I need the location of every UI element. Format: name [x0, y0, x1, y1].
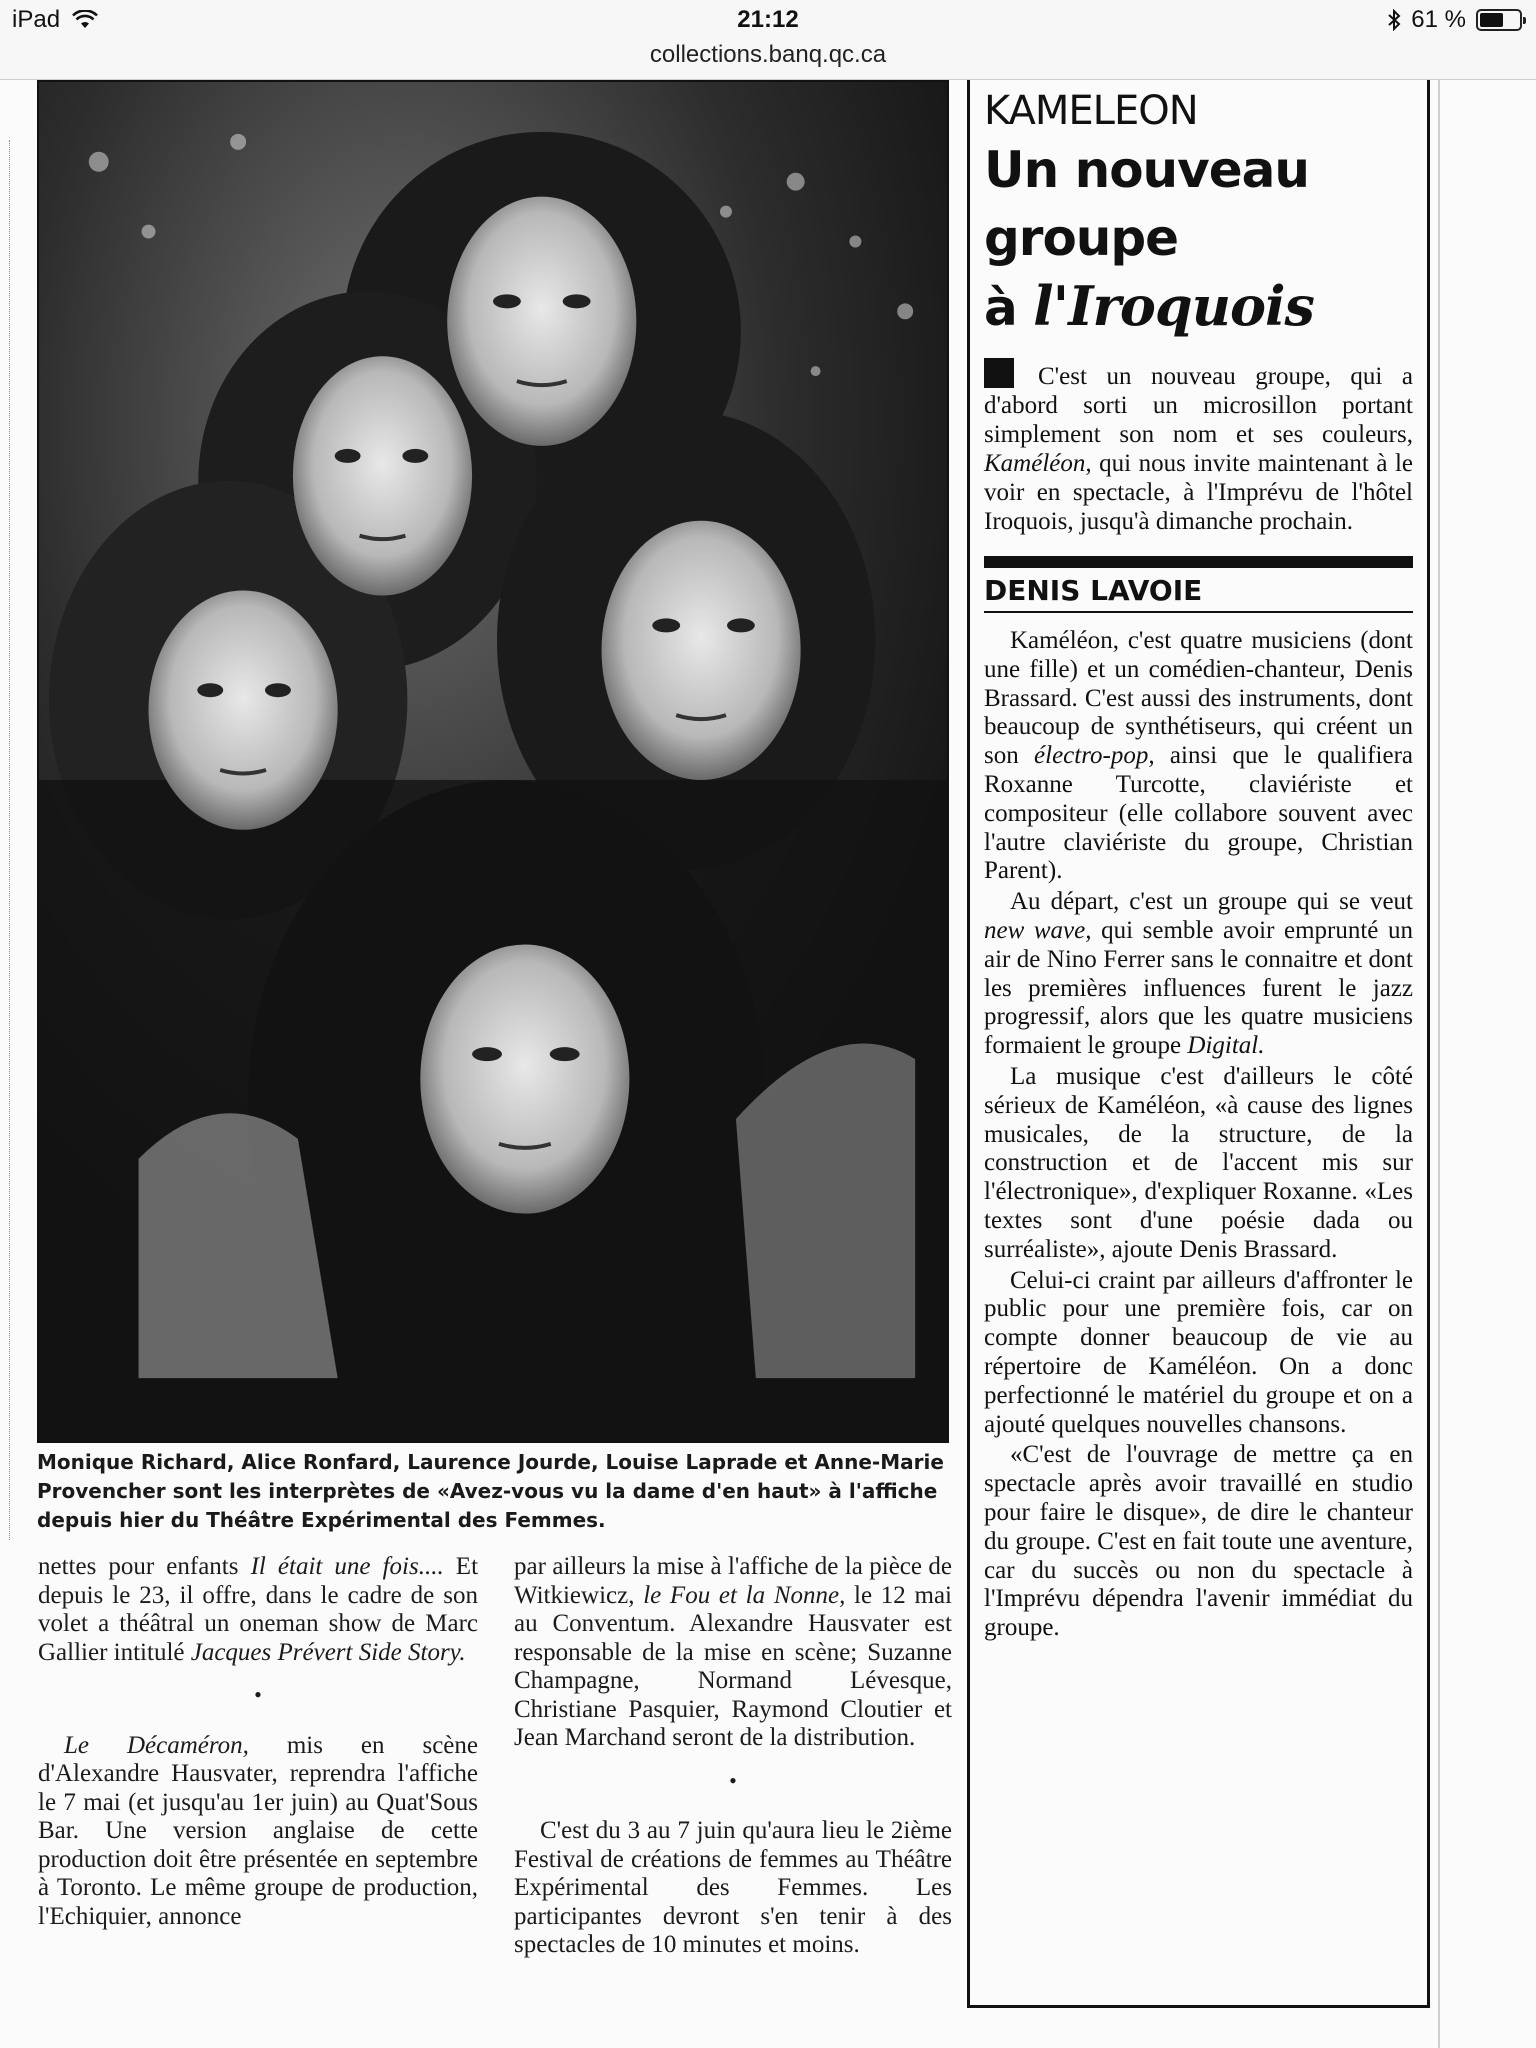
status-right	[1387, 6, 1522, 34]
address-bar[interactable]	[0, 40, 1536, 80]
device-name: iPad	[12, 6, 61, 33]
separator-dot: •	[254, 1682, 262, 1707]
battery-icon	[1476, 9, 1522, 31]
article-lede	[984, 358, 1413, 536]
left-paragraph-2	[38, 1732, 478, 1932]
photo-illustration	[39, 82, 947, 1441]
text-run: qui nous invite maintenant à le voir en spectacle, à l'Imprévu de l'hôtel Iroquois, jusqu'à dimanche prochain.	[984, 450, 1413, 535]
text-run: Et depuis le 23, il offre, dans le cadre de son volet a théâtral un oneman show de Marc Gallier intitulé	[38, 1553, 479, 1666]
headline-line	[984, 272, 1413, 342]
body-paragraph: Celui-ci craint par ailleurs d'affronter le public pour une première fois, car on compte donner beaucoup de vie au répertoire de Kaméléon. On a donc perfectionné le matériel du groupe et on a ajouté quelques nouvelles chansons.	[984, 1266, 1413, 1438]
photo-caption: Monique Richard, Alice Ronfard, Laurence Jourde, Louise Laprade et Anne-Marie Provencher sont les interprètes de «Avez-vous vu la dame d'en haut» à l'affiche depuis hier du Théâtre Expérimental des Femmes.	[37, 1450, 944, 1532]
text-run: Kaméléon, c'est quatre musiciens (dont une fille) et un comédien-chanteur, Denis Brassard. C'est aussi des instruments, dont beaucoup de synthétiseurs, qui créent un son	[984, 627, 1413, 770]
headline-line: Un nouveau	[984, 141, 1309, 199]
left-paragraph-1	[38, 1553, 478, 1667]
text-run: ainsi que le qualifiera Roxanne Turcotte, claviériste et compositeur (elle collabore souvent avec l'autre claviériste du groupe, Christian Parent).	[984, 742, 1413, 885]
newspaper-page	[0, 80, 1536, 2048]
text-run: nettes pour enfants	[38, 1553, 251, 1580]
italic-text: Digital.	[1187, 1032, 1265, 1060]
italic-title: Le Décaméron,	[64, 1731, 249, 1759]
battery-percent: 61 %	[1411, 6, 1466, 33]
article-kicker: KAMELEON	[984, 88, 1198, 134]
italic-title: Il était une fois....	[250, 1553, 444, 1580]
article-headline	[984, 136, 1413, 342]
clock: 21:12	[737, 6, 799, 33]
body-paragraph	[984, 627, 1413, 886]
article-byline: DENIS LAVOIE	[984, 574, 1413, 613]
mid-paragraph-2: C'est du 3 au 7 juin qu'aura lieu le 2ième Festival de créations de femmes au Théâtre Expérimental des Femmes. Les participantes devront s'en tenir à des spectacles de 10 minutes et moins.	[514, 1817, 952, 1958]
text-run: par ailleurs la mise à l'affiche de la pièce de Witkiewicz,	[514, 1553, 952, 1609]
italic-title: le Fou et la Nonne,	[643, 1581, 846, 1609]
article-box	[967, 80, 1430, 2008]
group-photo	[37, 80, 949, 1443]
text-run: qui semble avoir emprunté un air de Nino Ferrer sans le connaitre et dont les premières influences furent le jazz progressif, alors que les quatre musiciens formaient le groupe	[984, 916, 1413, 1060]
battery-fill	[1480, 13, 1503, 27]
page-edge	[1438, 80, 1454, 2048]
mid-paragraph-1	[514, 1553, 952, 1753]
italic-text: Kaméléon,	[984, 450, 1092, 477]
text-run: mis en scène d'Alexandre Hausvater, reprendra l'affiche le 7 mai (et jusqu'au 1er juin) au Quat'Sous Bar. Une version anglaise de cette production doit être présentée en septembre à Toronto. Le même groupe de production, l'Echiquier, annonce	[38, 1731, 478, 1930]
text-run: Au départ, c'est un groupe qui se veut	[1010, 888, 1413, 916]
url-text[interactable]: collections.banq.qc.ca	[649, 41, 887, 68]
square-bullet-icon	[984, 358, 1014, 388]
italic-text: électro-pop,	[1034, 742, 1155, 770]
body-paragraph	[984, 888, 1413, 1061]
left-column	[38, 1553, 478, 1931]
italic-title: Jacques Prévert Side Story.	[190, 1638, 466, 1666]
page-margin	[0, 140, 10, 1540]
article-body	[984, 627, 1413, 1643]
headline-italic: l'Iroquois	[1033, 274, 1314, 338]
italic-text: new wave,	[984, 916, 1092, 944]
body-paragraph: La musique c'est d'ailleurs le côté sérieux de Kaméléon, «à cause des lignes musicales, de la structure, de la construction et de l'accent mis sur l'électronique», d'expliquer Roxanne. «Les textes sont d'une poésie dada ou surréaliste», ajoute Denis Brassard.	[984, 1062, 1413, 1263]
bluetooth-icon	[1387, 9, 1401, 31]
byline-rule	[984, 556, 1413, 568]
headline-line: groupe	[984, 209, 1179, 267]
text-run: le 12 mai au Conventum. Alexandre Hausvater est responsable de la mise en scène; Suzanne Champagne, Normand Lévesque, Christiane Pasquier, Raymond Cloutier et Jean Marchand seront de la distribution.	[514, 1581, 952, 1751]
body-paragraph: «C'est de l'ouvrage de mettre ça en spectacle après avoir travaillé en studio pour faire le disque», de dire le chanteur du groupe. C'est en fait toute une aventure, car du succès ou non du spectacle à l'Imprévu dépendra l'avenir immédiat du groupe.	[984, 1441, 1413, 1642]
middle-column	[514, 1553, 952, 1960]
headline-text: à	[984, 279, 1034, 337]
status-bar	[0, 0, 1536, 40]
separator-dot: •	[729, 1767, 737, 1793]
text-run: C'est un nouveau groupe, qui a d'abord sorti un microsillon portant simplement son nom et ses couleurs,	[984, 363, 1413, 448]
